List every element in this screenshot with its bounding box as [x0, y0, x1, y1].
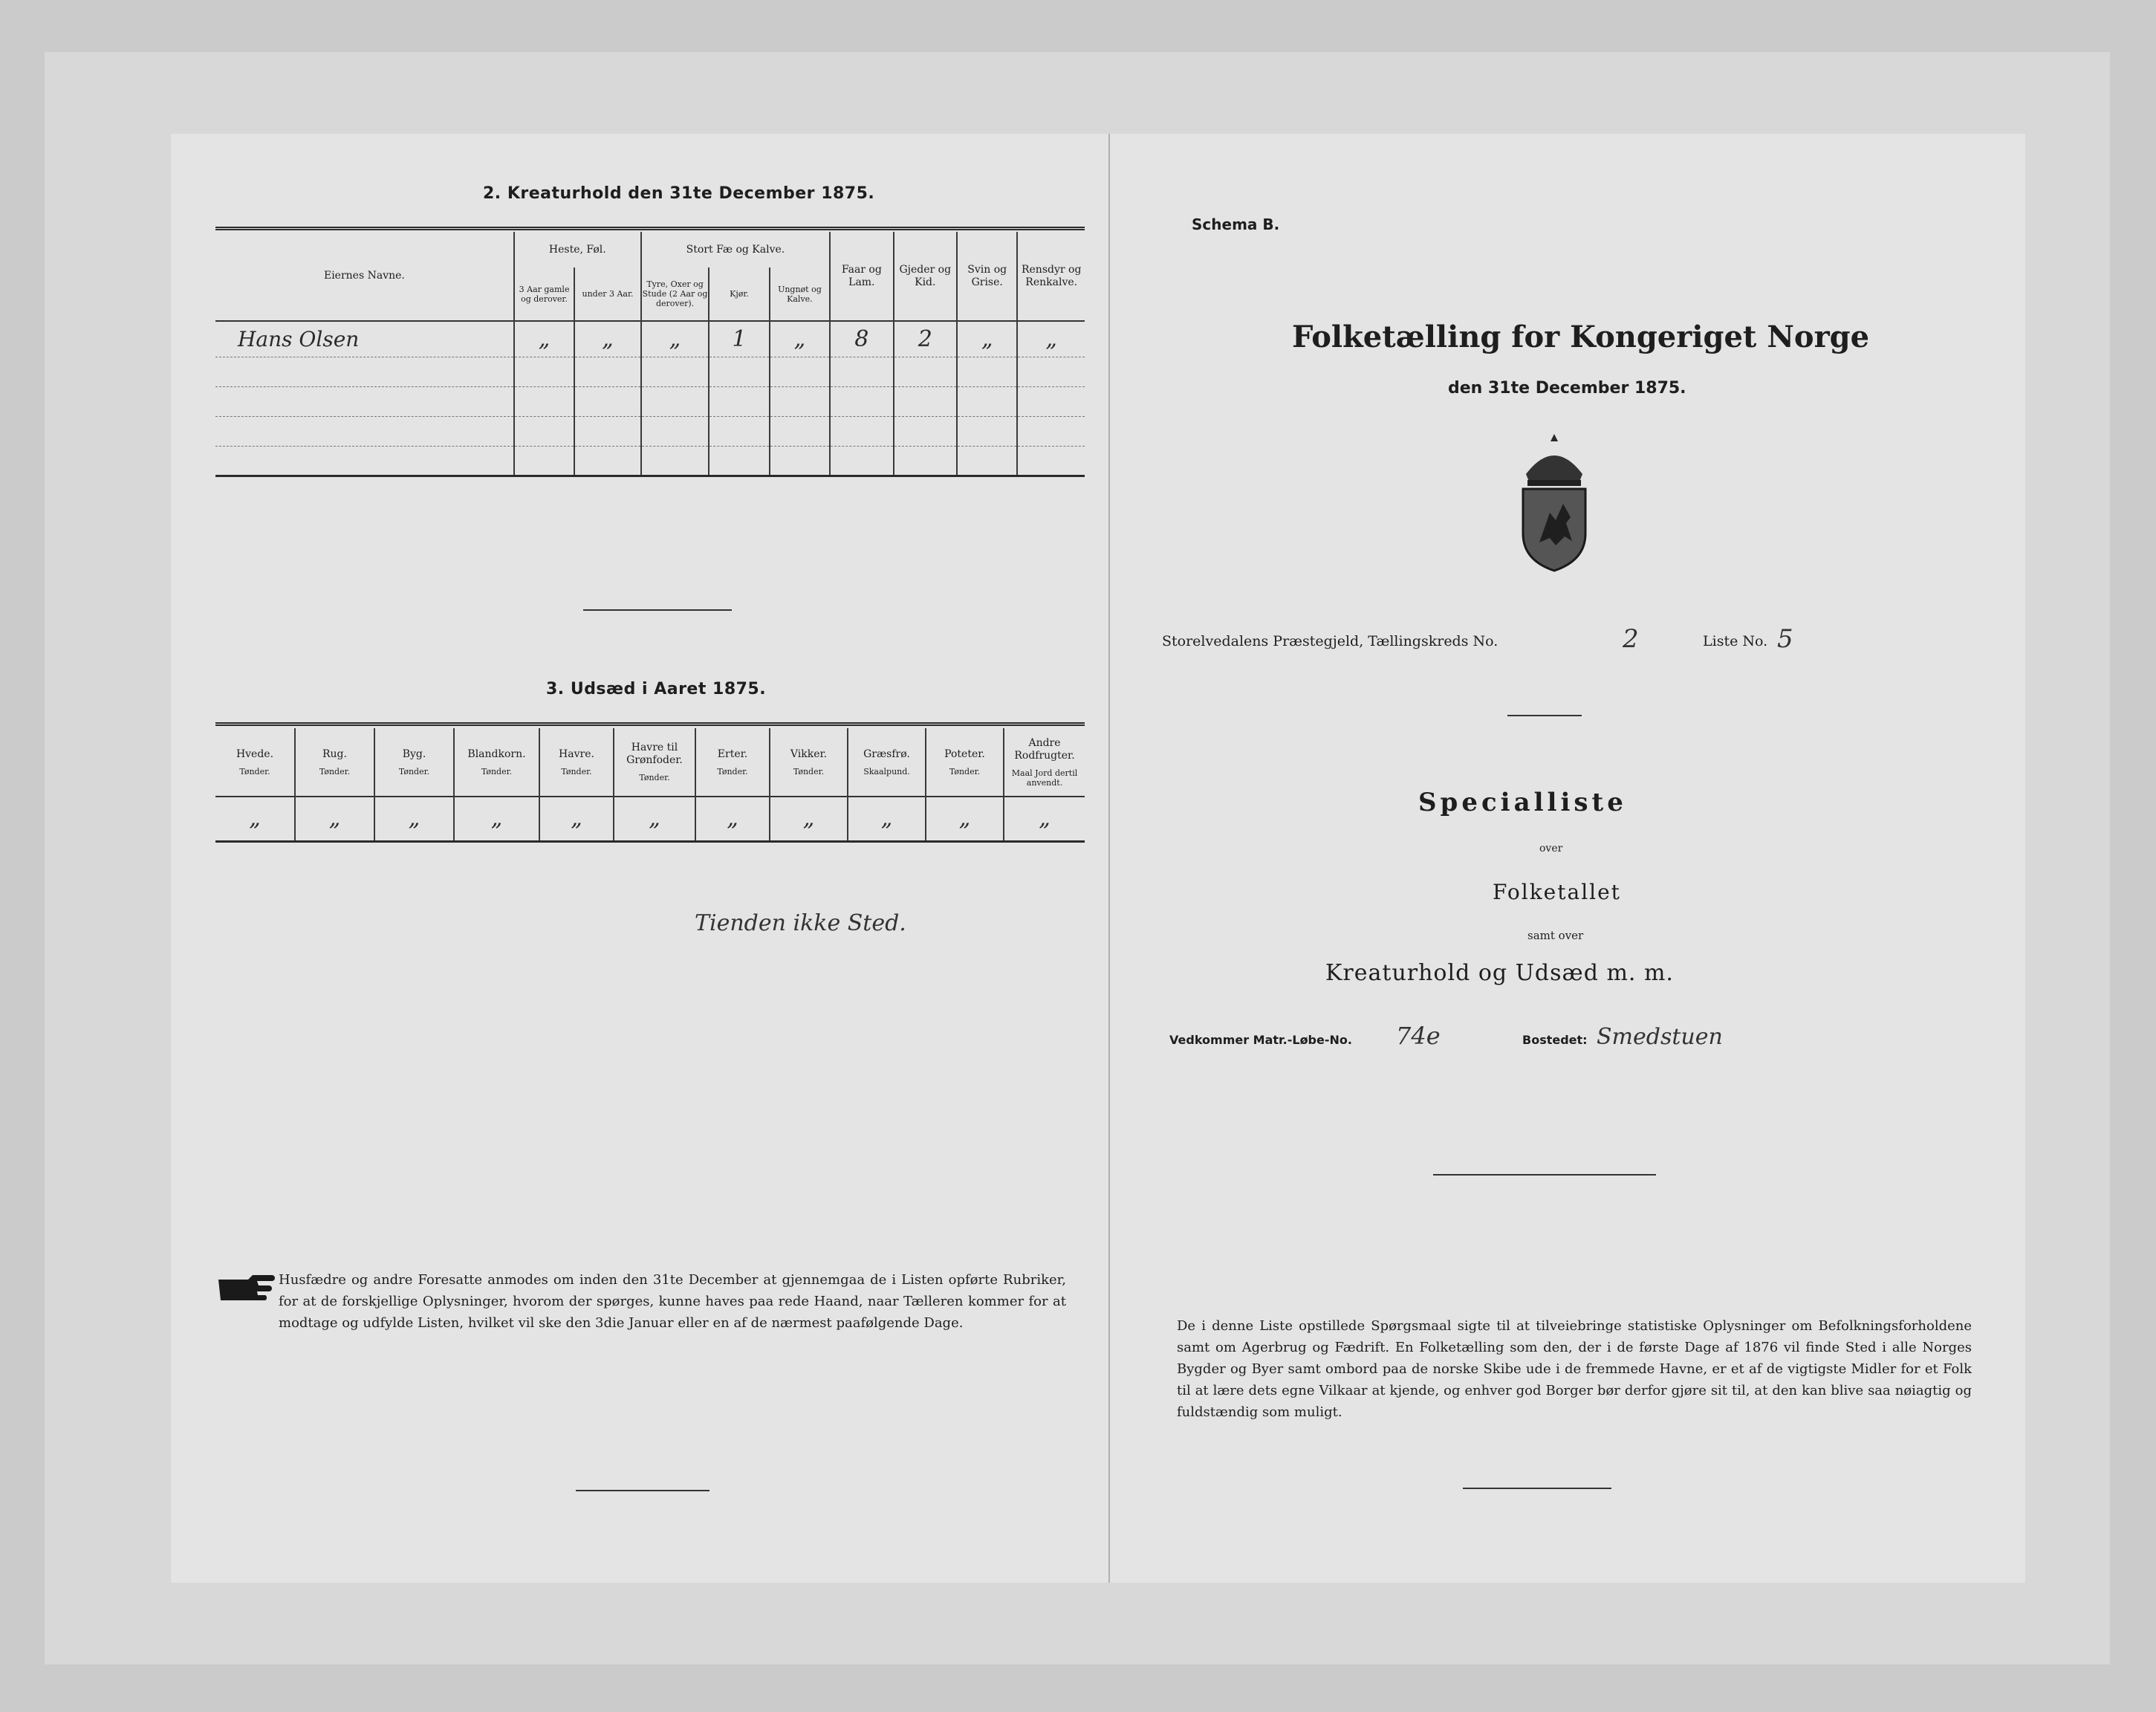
table-row: [215, 357, 1085, 386]
seed-column-header: [770, 728, 848, 797]
cattle-bulls-value: „: [641, 321, 710, 357]
pigs-value: „: [957, 321, 1017, 357]
sheep-header: Faar og Lam.: [830, 232, 893, 321]
seed-value: „: [848, 797, 926, 841]
seed-column-unit: Tønder.: [239, 766, 270, 776]
matr-label: Vedkommer Matr.-Løbe-No.: [1169, 1033, 1352, 1047]
cattle-young-header: Ungnøt og Kalve.: [770, 268, 830, 321]
title-date: den 31te December 1875.: [1448, 379, 1686, 398]
seed-column-unit: Tønder.: [793, 766, 825, 776]
seed-column-header: [614, 728, 695, 797]
left-page: [171, 134, 1110, 1583]
goats-header: Gjeder og Kid.: [894, 232, 957, 321]
seed-column-unit: Tønder.: [319, 766, 351, 776]
seed-column-header: [374, 728, 454, 797]
seed-column-name: Byg.: [402, 748, 426, 760]
seed-column-name: Hvede.: [236, 748, 274, 760]
coat-of-arms-icon: [1510, 431, 1599, 572]
seed-column-unit: Tønder.: [398, 766, 430, 776]
seed-table-top-rule: [215, 722, 1085, 726]
table-row: [215, 321, 1085, 357]
horses-old-header: 3 Aar gamle og derover.: [514, 268, 574, 321]
folketallet-heading: Folketallet: [1493, 880, 1621, 904]
seed-column-unit: Tønder.: [481, 766, 513, 776]
seed-column-unit: Skaalpund.: [863, 766, 910, 776]
section-3-title: 3. Udsæd i Aaret 1875.: [546, 680, 767, 698]
divider-rule: [1507, 715, 1582, 716]
pointing-hand-icon: [217, 1269, 276, 1302]
right-notice: De i denne Liste opstillede Spørgsmaal sigte til at tilveiebringe statistiske Oplysninger om Befolkningsforholdene samt om Agerbrug og Fædrift. En Folketælling som den, der i de første Dage af 1876 vil finde Sted i alle Norges Bygder og Byer samt ombord paa de norske Skibe ude i de fremmede Havne, er et af de vigtigste Midler for et Folk til at lære dets egne Vilkaar at kjende, og enhver god Borger bør derfor gjøre sit til, at den kan blive saa nøiagtig og fuldstændig som muligt.: [1177, 1318, 1972, 1420]
seed-value: „: [926, 797, 1004, 841]
cattle-cows-value: 1: [709, 321, 769, 357]
seed-column-header: [215, 728, 295, 797]
seed-column-name: Erter.: [717, 748, 748, 760]
seed-column-unit: Maal Jord dertil anvendt.: [1011, 768, 1078, 788]
seed-column-unit: Tønder.: [561, 766, 592, 776]
divider-rule-bottom: [1463, 1488, 1611, 1489]
seed-value: „: [1004, 797, 1085, 841]
kreaturhold-heading: Kreaturhold og Udsæd m. m.: [1325, 960, 1674, 986]
table-row: [215, 446, 1085, 476]
seed-column-name: Poteter.: [944, 748, 985, 760]
table-row: [215, 797, 1085, 841]
cattle-cows-header: Kjør.: [709, 268, 769, 321]
seed-value: „: [295, 797, 374, 841]
seed-column-unit: Tønder.: [717, 766, 748, 776]
seed-table: [215, 728, 1085, 843]
seed-column-header: [695, 728, 770, 797]
seed-column-header: [454, 728, 539, 797]
cattle-bulls-header: Tyre, Oxer og Stude (2 Aar og derover).: [641, 268, 710, 321]
specialliste-heading: Specialliste: [1418, 788, 1627, 817]
seed-column-name: Havre til Grønfoder.: [626, 742, 683, 766]
pigs-header: Svin og Grise.: [957, 232, 1017, 321]
table-row: [215, 416, 1085, 446]
main-title: Folketælling for Kongeriget Norge: [1292, 320, 1870, 354]
handwritten-note: Tienden ikke Sted.: [695, 910, 906, 936]
seed-value: „: [215, 797, 295, 841]
seed-column-unit: Tønder.: [949, 766, 981, 776]
seed-value: „: [614, 797, 695, 841]
matr-number: 74e: [1396, 1022, 1441, 1050]
seed-column-name: Vikker.: [790, 748, 828, 760]
livestock-table: [215, 232, 1085, 477]
section-2-title: 2. Kreaturhold den 31te December 1875.: [483, 184, 875, 203]
right-page: [1110, 134, 2025, 1583]
seed-column-header: [926, 728, 1004, 797]
horses-young-value: „: [574, 321, 641, 357]
goats-value: 2: [894, 321, 957, 357]
seed-value: „: [770, 797, 848, 841]
reindeer-value: „: [1017, 321, 1085, 357]
seed-column-header: [295, 728, 374, 797]
horses-old-value: „: [514, 321, 574, 357]
seed-value: „: [374, 797, 454, 841]
seed-column-header: [1004, 728, 1085, 797]
seed-column-name: Andre Rodfrugter.: [1014, 736, 1075, 762]
liste-number: 5: [1777, 624, 1793, 654]
owner-name: Hans Olsen: [215, 321, 514, 357]
divider-rule-mid: [1433, 1174, 1656, 1176]
bosted-label: Bostedet:: [1522, 1033, 1588, 1047]
horses-young-header: under 3 Aar.: [574, 268, 641, 321]
left-notice: Husfædre og andre Foresatte anmodes om inden den 31te December at gjennemgaa de i Listen opførte Rubriker, for at de forskjellige Oplysninger, hvorom der spørges, kunne haves paa rede Haand, naar Tælleren kommer for at modtage og udfylde Listen, hvilket vil ske den 3die Januar eller en af de nærmest paafølgende Dage.: [279, 1272, 1066, 1331]
seed-column-header: [539, 728, 614, 797]
seed-value: „: [454, 797, 539, 841]
bosted-value: Smedstuen: [1597, 1024, 1723, 1050]
over-label: over: [1539, 843, 1563, 855]
seed-column-header: [848, 728, 926, 797]
seed-column-name: Græsfrø.: [863, 748, 910, 760]
table-row: [215, 386, 1085, 416]
cattle-group-header: Stort Fæ og Kalve.: [641, 232, 830, 268]
seed-value: „: [539, 797, 614, 841]
divider-rule: [583, 609, 732, 611]
horses-group-header: Heste, Føl.: [514, 232, 641, 268]
seed-value: „: [695, 797, 770, 841]
cattle-young-value: „: [770, 321, 830, 357]
parish-number: 2: [1623, 624, 1639, 654]
seed-column-name: Havre.: [559, 748, 594, 760]
samt-over-label: samt over: [1527, 929, 1584, 942]
divider-rule-bottom: [576, 1490, 710, 1491]
sheep-value: 8: [830, 321, 893, 357]
seed-column-name: Rug.: [322, 748, 347, 760]
table-top-rule: [215, 227, 1085, 230]
seed-column-unit: Tønder.: [639, 773, 670, 782]
liste-label: Liste No.: [1703, 633, 1768, 649]
reindeer-header: Rensdyr og Renkalve.: [1017, 232, 1085, 321]
parish-label: Storelvedalens Præstegjeld, Tællingskreds No.: [1162, 633, 1499, 649]
owner-header: Eiernes Navne.: [215, 232, 514, 321]
schema-label: Schema B.: [1192, 215, 1280, 233]
seed-column-name: Blandkorn.: [467, 748, 526, 760]
